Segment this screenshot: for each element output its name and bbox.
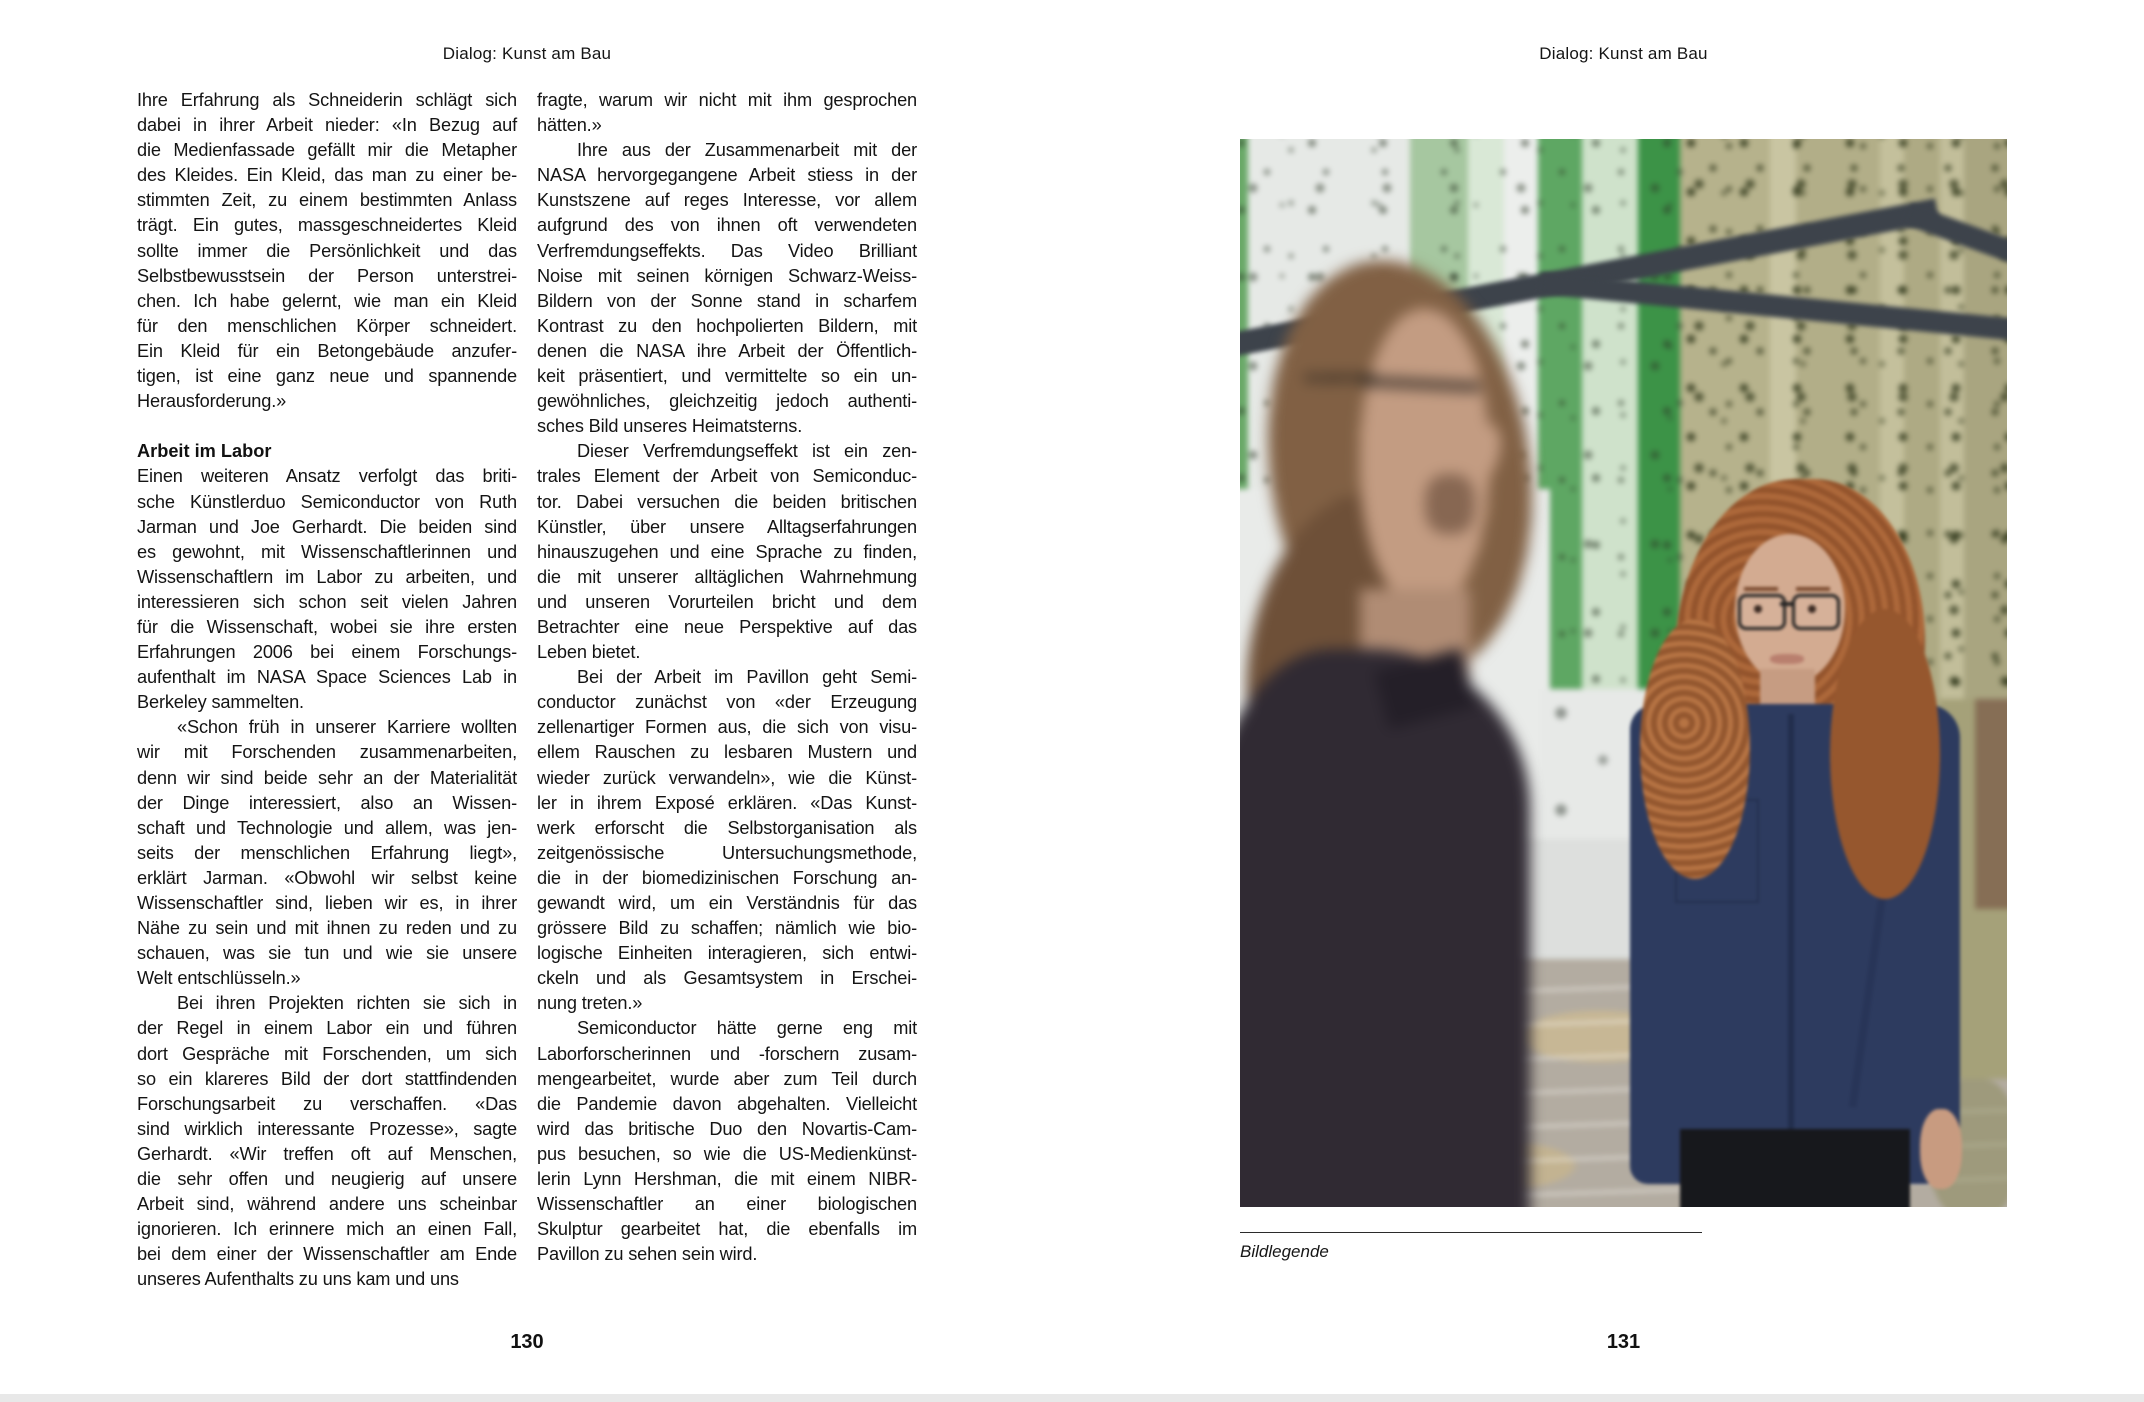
text-line: Bei ihren Projekten richten sie sich in [177,993,517,1014]
text-line: Einen weiteren Ansatz verfolgt das briti- [137,466,517,487]
text-line: NASA hervorgegangene Arbeit stiess in der [537,165,917,186]
shirt-placket [1788,714,1794,1134]
woman-hand [1920,1109,1962,1189]
text-line: unseres Aufenthalts zu uns kam und uns [137,1269,459,1290]
text-line: die mit unserer alltäglichen Wahrnehmung [537,566,917,587]
text-line: Kontrast zu den hochpolierten Bildern, mit [537,315,917,336]
text-line: für die Wissenschaft, wobei sie ihre ersten [137,616,517,637]
text-line: Wissenschaftler sind, lieben wir es, in ihrer [137,893,517,913]
text-line: gewöhnliches, gleichzeitig jedoch authenti- [537,391,917,412]
text-line: Bildern von der Sonne stand in scharfem [537,290,917,311]
text-line: Selbstbewusstsein der Person unterstrei- [137,265,517,286]
text-line: aufgrund des von ihnen oft verwendeten [537,215,917,236]
text-line: denn wir sind beide sehr an der Materialität [137,767,517,788]
text-line: Betrachter eine neue Perspektive auf das [537,616,917,637]
text-line: Bei der Arbeit im Pavillon geht Semi- [577,667,917,688]
text-line: lerin Lynn Hershman, die mit einem NIBR- [537,1169,917,1190]
text-line: ellem Rauschen zu lesbaren Mustern und [537,742,917,763]
man-glasses-temple [1305,374,1375,382]
text-line: mengearbeitet, wurde aber zum Teil durch [537,1068,917,1089]
text-line: gewandt wird, um ein Verständnis für das [537,893,917,913]
man-figure [1240,229,1770,1207]
text-line: der Dinge interessiert, also an Wissen- [137,792,517,813]
paragraph-spacer [137,414,517,439]
text-line: Wissenschaftler an einer biologischen [537,1194,917,1215]
text-line: so ein klareres Bild der dort stattfindenden [137,1068,517,1089]
text-line: sind wirklich interessante Prozesse», sagte [137,1118,517,1139]
text-line: pus besuchen, so wie die US-Medienkünst- [537,1143,917,1164]
running-head-left: Dialog: Kunst am Bau [442,44,612,63]
text-line: Ihre Erfahrung als Schneiderin schlägt sich [137,90,517,110]
text-line: die in der biomedizinischen Forschung an- [537,867,917,888]
text-line: Welt entschlüsseln.» [137,968,301,989]
text-line: grössere Bild zu schaffen; nämlich wie bio- [537,918,917,939]
text-line: Künstler, über unsere Alltagserfahrungen [537,516,917,537]
page-number-left: 130 [510,1331,544,1353]
text-line: schauen, was sie tun und wie sie unsere [137,943,517,964]
text-line: trales Element der Arbeit von Semiconduc- [537,466,917,487]
text-line: es gewohnt, mit Wissenschaftlerinnen und [137,541,517,562]
text-line: denen die NASA ihre Arbeit der Öffentlich- [537,340,917,361]
article-photo [1240,139,2007,1207]
caption-rule [1240,1232,1702,1233]
text-line: nung treten.» [537,993,643,1014]
woman-lips [1770,654,1804,664]
text-line: Jarman und Joe Gerhardt. Die beiden sind [137,516,517,537]
text-line: Noise mit seinen körnigen Schwarz-Weiss- [537,265,917,286]
text-line: Semiconductor hätte gerne eng mit [577,1018,917,1039]
text-line: die sehr offen und neugierig auf unsere [137,1169,517,1190]
text-line: sches Bild unseres Heimatsterns. [537,416,803,437]
text-line: Ihre aus der Zusammenarbeit mit der [577,140,917,161]
text-line: dort Gespräche mit Forschenden, um sich [137,1043,517,1064]
text-line: und unseren Vorurteilen bricht und dem [537,591,917,612]
text-line: zeitgenössische Untersuchungsmethode, [537,842,917,863]
text-line: ler in ihrem Exposé erklären. «Das Kunst- [537,792,917,813]
text-line: des Kleides. Ein Kleid, das man zu einer be- [137,165,517,186]
text-line: wir mit Forschenden zusammenarbeiten, [137,742,517,763]
woman-eyebrow [1796,587,1830,591]
running-head-right: Dialog: Kunst am Bau [1539,44,1708,63]
woman-hair-curl [1830,609,1940,899]
text-column-left [137,88,517,1293]
text-line: Kunstszene auf reges Interesse, vor allem [537,190,917,211]
text-line: wieder zurück verwandeln», wie die Künst- [537,767,917,788]
text-line: sollte immer die Persönlichkeit und das [137,240,517,261]
text-line: Berkeley sammelten. [137,692,304,713]
text-line: zellenartiger Formen aus, die sich von visu- [537,717,917,738]
text-line: fragte, warum wir nicht mit ihm gesprochen [537,90,917,110]
text-line: tigen, ist eine ganz neue und spannende [137,366,517,387]
text-line: interessieren sich schon seit vielen Jahren [137,591,517,612]
text-line: Laborforscherinnen und -forschern zusam- [537,1043,917,1064]
text-line: stimmten Zeit, zu einem bestimmten Anlass [137,190,517,211]
text-line: «Schon früh in unserer Karriere wollten [177,717,517,738]
text-line: hinauszugehen und eine Sprache zu finden, [537,541,917,562]
woman-glasses [1792,594,1840,630]
text-line: keit präsentiert, und vermittelte so ein un- [537,366,917,387]
woman-eye [1808,605,1816,613]
text-column-right [537,88,917,1267]
text-line: conductor zunächst von «der Erzeugung [537,692,917,713]
text-line: werk erforscht die Selbstorganisation als [537,817,917,838]
text-line: Nähe zu sein und mit ihnen zu reden und zu [137,918,517,939]
text-line: die Pandemie davon abgehalten. Vielleicht [537,1093,917,1114]
man-dark-shirt [1240,649,1530,1207]
text-line: aufenthalt im NASA Space Sciences Lab in [137,667,517,688]
text-line: dabei in ihrer Arbeit nieder: «In Bezug auf [137,115,517,136]
text-line: schaft und Technologie und allem, was jen- [137,817,517,838]
text-line: logische Einheiten interagieren, sich entwi- [537,943,917,964]
text-line: Forschungsarbeit zu verschaffen. «Das [137,1093,517,1114]
text-line: Verfremdungseffekts. Das Video Brilliant [537,240,917,261]
text-line: Wissenschaftlern im Labor zu arbeiten, und [137,566,517,587]
text-line: sche Künstlerduo Semiconductor von Ruth [137,491,517,512]
text-line: wird das britische Duo den Novartis-Cam- [537,1118,917,1139]
text-line: ignorieren. Ich erinnere mich an einen Fall, [137,1219,517,1240]
text-line: die Medienfassade gefällt mir die Metapher [137,140,517,161]
text-line: Skulptur gearbeitet hat, die ebenfalls im [537,1219,917,1240]
text-line: tor. Dabei versuchen die beiden britischen [537,491,917,512]
text-line: erklärt Jarman. «Obwohl wir selbst keine [137,867,517,888]
section-heading: Arbeit im Labor [137,441,272,462]
text-line: der Regel in einem Labor ein und führen [137,1018,517,1039]
man-beard [1425,474,1475,534]
text-line: Arbeit sind, während andere uns scheinbar [137,1194,517,1215]
text-line: für den menschlichen Körper schneidert. [137,315,517,336]
text-line: Leben bietet. [537,642,641,663]
page-edge-strip [0,1394,2144,1402]
woman-glasses-bridge [1780,602,1794,606]
text-line: Gerhardt. «Wir treffen oft auf Menschen, [137,1143,517,1164]
text-line: Dieser Verfremdungseffekt ist ein zen- [577,441,917,462]
text-line: chen. Ich habe gelernt, wie man ein Kleid [137,290,517,311]
photo-caption: Bildlegende [1240,1242,1329,1261]
text-line: ckeln und als Gesamtsystem in Erschei- [537,968,917,989]
text-line: seits der menschlichen Erfahrung liegt», [137,842,517,863]
page-number-right: 131 [1606,1331,1641,1353]
text-line: Herausforderung.» [137,391,287,412]
text-line: Erfahrungen 2006 bei einem Forschungs- [137,642,517,663]
text-line: Pavillon zu sehen sein wird. [537,1244,758,1265]
text-line: trägt. Ein gutes, massgeschneidertes Kleid [137,215,517,236]
text-line: hätten.» [537,115,602,136]
text-line: bei dem einer der Wissenschaftler am Ende [137,1244,517,1265]
text-line: Ein Kleid für ein Betongebäude anzufer- [137,340,517,361]
